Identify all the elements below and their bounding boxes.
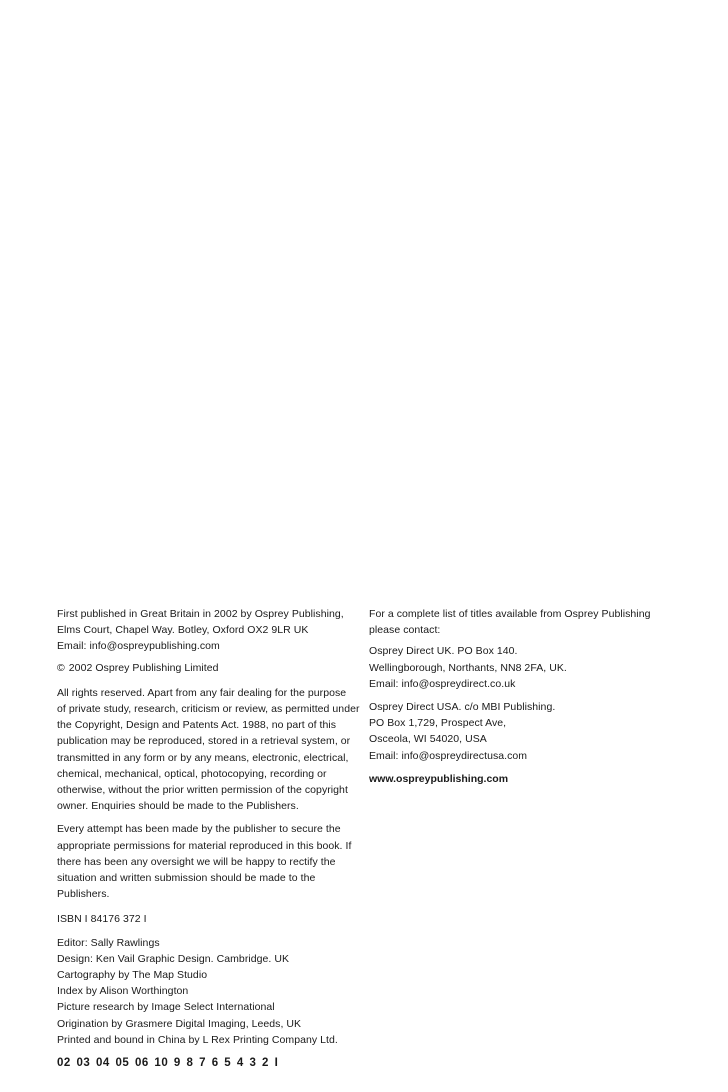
permissions-paragraph [57,821,352,902]
rights-line: chemical, mechanical, optical, photocopying, recording or [57,767,327,780]
permissions-line: there has been any oversight we will be happy to rectify the [57,855,336,868]
rights-line: All rights reserved. Apart from any fair dealing for the purpose [57,686,347,699]
intro-line: For a complete list of titles available from Osprey Publishing [369,608,651,620]
credit-line: Printed and bound in China by L Rex Printing Company Ltd. [57,1033,338,1046]
permissions-line: Every attempt has been made by the publisher to secure the [57,823,341,836]
left-column [57,606,360,1071]
copyright-text: 2002 Osprey Publishing Limited [68,661,219,674]
credit-line: Index by Alison Worthington [57,985,189,998]
uk-contact-block [369,643,669,692]
address-line: Elms Court, Chapel Way. Botley, Oxford OX2 9LR UK [57,624,309,637]
rights-line: the Copyright, Design and Patents Act. 1988, no part of this [57,719,337,732]
isbn-line: ISBN I 84176 372 I [57,913,147,926]
credit-line: Cartography by The Map Studio [57,969,208,982]
rights-paragraph [57,685,360,815]
copyright-line [57,660,347,676]
permissions-line: appropriate permissions for material reproduced in this book. If [57,839,352,852]
uk-email-line: Email: info@ospreydirect.co.uk [369,677,516,690]
publication-block [57,606,347,655]
contact-intro [369,606,669,638]
credits-block [57,935,347,1048]
copyright-symbol: © [57,661,65,674]
credit-line: Picture research by Image Select International [57,1001,275,1014]
email-line: Email: info@ospreypublishing.com [57,640,220,653]
usa-contact-line: Osceola, WI 54020, USA [369,733,487,746]
rights-line: publication may be reproduced, stored in a retrieval system, or [57,735,351,748]
website-link[interactable]: www.ospreypublishing.com [369,772,509,785]
print-line: 02 03 04 05 06 10 9 8 7 6 5 4 3 2 I [57,1057,279,1070]
right-column [369,606,669,787]
uk-contact-line: Osprey Direct UK. PO Box 140. [369,645,518,658]
rights-line: owner. Enquiries should be made to the Publishers. [57,800,299,813]
permissions-line: Publishers. [57,888,110,901]
permissions-line: situation and written submission should be made to the [57,872,316,885]
rights-line: of private study, research, criticism or review, as permitted under [57,703,360,716]
credit-line: Origination by Grasmere Digital Imaging, Leeds, UK [57,1017,302,1030]
credit-line: Design: Ken Vail Graphic Design. Cambridge. UK [57,952,290,965]
usa-contact-block [369,699,669,764]
uk-contact-line: Wellingborough, Northants, NN8 2FA, UK. [369,661,567,674]
rights-line: transmitted in any form or by any means, electronic, electrical, [57,751,349,764]
usa-email-line: Email: info@ospreydirectusa.com [369,749,528,762]
published-line: First published in Great Britain in 2002 by Osprey Publishing, [57,608,344,620]
credit-line: Editor: Sally Rawlings [57,936,160,949]
usa-contact-line: PO Box 1,729, Prospect Ave, [369,717,507,730]
intro-line: please contact: [369,624,441,637]
usa-contact-line: Osprey Direct USA. c/o MBI Publishing. [369,701,556,714]
rights-line: otherwise, without the prior written permission of the copyright [57,784,348,797]
